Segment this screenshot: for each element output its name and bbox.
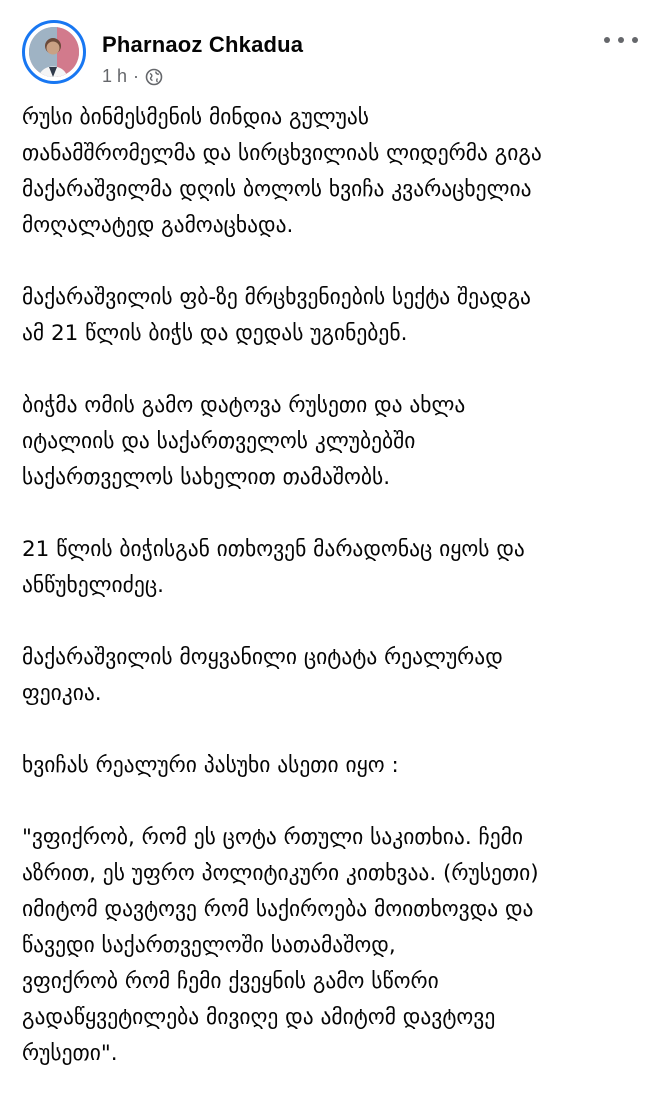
post-text-line: ვფიქრობ რომ ჩემი ქვეყნის გამო სწორი [22, 969, 439, 994]
post-paragraph [22, 280, 638, 352]
post-text-line: 21 წლის ბიჭისგან ითხოვენ მარადონაც იყოს და [22, 537, 525, 562]
post-text-line: ხვიჩას რეალური პასუხი ასეთი იყო : [22, 753, 399, 778]
more-horizontal-icon[interactable] [604, 30, 638, 50]
post-text-line: რუსეთი". [22, 1041, 118, 1066]
avatar[interactable] [29, 27, 79, 77]
meta-separator: · [133, 66, 140, 86]
post-paragraph [22, 100, 638, 244]
post-text-line: ბიჭმა ომის გამო დატოვა რუსეთი და ახლა [22, 393, 466, 418]
post-text-line: ამ 21 წლის ბიჭს და დედას უგინებენ. [22, 321, 408, 346]
post-text-line: ანწუხელიძეც. [22, 573, 164, 598]
post-paragraph [22, 748, 638, 784]
post-text-line: აზრით, ეს უფრო პოლიტიკური კითხვაა. (რუსეთი) [22, 861, 539, 886]
post-meta [102, 66, 163, 87]
post-text-line: ფეიკია. [22, 681, 102, 706]
post-text-line: "ვფიქრობ, რომ ეს ცოტა რთული საკითხია. ჩემი [22, 825, 524, 850]
post-text-line: საქართველოს სახელით თამაშობს. [22, 465, 391, 490]
post-text-line: რუსი ბინმესმენის მინდია გულუას [22, 105, 370, 130]
more-dot [632, 37, 638, 43]
globe-icon[interactable] [145, 68, 163, 86]
post-time[interactable]: 1 h [102, 66, 128, 86]
post-text [22, 100, 638, 1108]
post-text-line: იტალიის და საქართველოს კლუბებში [22, 429, 416, 454]
more-dot [618, 37, 624, 43]
post-text-line: მაქარაშვილის ფბ-ზე მრცხვენიების სექტა შეადგა [22, 285, 531, 310]
post-text-line: წავედი საქართველოში სათამაშოდ, [22, 933, 396, 958]
post-text-line: მოღალატედ გამოაცხადა. [22, 213, 294, 238]
avatar-photo-icon [29, 27, 79, 77]
post-text-line: იმიტომ დავტოვე რომ საქიროება მოითხოვდა და [22, 897, 534, 922]
more-dot [604, 37, 610, 43]
avatar-story-ring[interactable] [22, 20, 86, 84]
post-text-line: მაქარაშვილის მოყვანილი ციტატა რეალურად [22, 645, 503, 670]
post-paragraph [22, 820, 638, 1072]
post-header [22, 20, 638, 90]
post-text-line: მაქარაშვილმა დღის ბოლოს ხვიჩა კვარაცხელია [22, 177, 532, 202]
post-paragraph [22, 532, 638, 604]
post-text-line: გადაწყვეტილება მივიღე და ამიტომ დავტოვე [22, 1005, 496, 1030]
post-text-line: თანამშრომელმა და სირცხვილიას ლიდერმა გიგა [22, 141, 542, 166]
post-paragraph [22, 640, 638, 712]
post-paragraph [22, 388, 638, 496]
author-name[interactable]: Pharnaoz Chkadua [102, 32, 304, 57]
